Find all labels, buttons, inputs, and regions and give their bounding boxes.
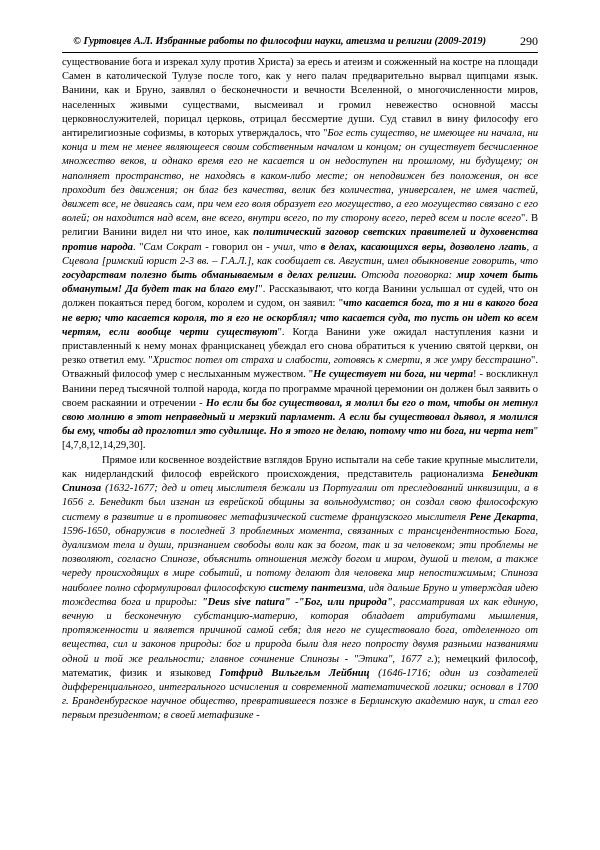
quote-text: (1632-1677; дед и отец мыслителя бежали из Португалии от преследований инквизиции, а в 1656 г. Бенедикт был изгнан из еврейской общины за вольнодумство; он создал свою философскую систему в развитие и в противовес метафизической системе французского мыслителя — [62, 483, 538, 523]
emphasis-text: мир хочет быть обманутым! Да будет так на благо ему! — [62, 270, 538, 296]
quote-text: (1646-1716; один из создателей дифференциального, интегрального исчисления и современной математической логики; основал в 1700 г. Бранденбургское научное общество, превратившееся позже в Берлинскую академию наук, и стал его первым президентом; в своей метафизике - — [62, 667, 538, 722]
quote-text: - — [290, 596, 299, 608]
quote-text: Христос потел от страха и слабости, готовясь к смерти, я же умру бесстрашно — [152, 355, 532, 367]
quote-text: Отсюда поговорка: — [356, 270, 457, 282]
quote-text: , рассматривая их как единую, вечную и бесконечную субстанцию-материю, которая обладает атрибутами мышления, протяженности и является причиной самой себя; для него не существовало бога, отделенного от вещества, сил и законов природы: бог и природа были для него попросту двумя разными названиями одной и той же реальности; главное сочинение Спинозы - "Этика", 1677 г. — [62, 596, 538, 665]
text: . " — [132, 241, 144, 253]
emphasis-text: систему пантеизма — [268, 582, 364, 594]
emphasis-text: государствам полезно быть обманываемым в делах религии. — [62, 270, 357, 282]
emphasis-text: Готфрид Вильгельм Лейбниц — [219, 667, 370, 679]
text: ". В религии Ванини видел ни что иное, как — [62, 213, 538, 239]
text: ". Отважный философ умер с неслыханным мужеством. " — [62, 355, 538, 381]
page-body — [62, 56, 538, 724]
text: существование бога и изрекал хулу против Христа) за ересь и атеизм и сожженный на костре на площади Самен в католической Тулузе после того, как у него палач предварительно вырвал щипцами язык. Ванини, как и Бруно, заявлял о бесконечности и вечности Вселенной, о многочисленности миров, населенных живыми существами, высмеивал и громил невежество основной массы церковнослужителей, порицал церковь, отрицал бессмертие души. Суд ставил в вину философу его антирелигиозные софизмы, в которых утверждалось, что " — [62, 57, 538, 140]
text: ! - воскликнул Ванини перед тысячной толпой народа, когда по программе мрачной церемонии он должен был заявить о своем раскаянии и отречении - — [62, 369, 539, 409]
quote-text: , идя дальше Бруно и утверждая идею тождества бога и природы: — [62, 582, 538, 608]
emphasis-text: Бенедикт Спиноза — [62, 468, 538, 495]
emphasis-text: что касается бога, то я ни в какого бога не верю; что касается короля, то я его не оскорблял; что касается суда, то пусть он идет ко всем чертям, если вообще черти существуют — [62, 298, 538, 338]
paragraph-vanini — [62, 56, 538, 454]
quote-text: , 1596-1650, обнаружив в последней 3 проблемных момента, связанных с трансцендентностью Бога, дуализмом тела и души, признанием свободы воли как за богом, так и за человеком; эти проблемы не позволяют, согласно Спинозе, объяснить отношения между богом и миром, душой и телом, а также череду происходящих в мире событий, и потому делают для человека мир непостижимым; Спиноза наиболее полно сформулировал философскую — [62, 511, 538, 594]
text: Прямое или косвенное воздействие взглядов Бруно испытали на себе такие крупные мыслители, как нидерландский философ еврейского происхождения, представитель рационализма — [62, 454, 538, 480]
page-header — [62, 34, 538, 53]
page-number: 290 — [520, 34, 538, 48]
quote-text: учил, что — [273, 241, 321, 253]
text: - говорил он - — [201, 241, 274, 253]
emphasis-text: Но если бы бог существовал, я молил бы его о том, чтобы он метнул свою молнию в этот неправедный и мерзкий парламент. А если бы существовал дьявол, я молился бы ему, чтобы ад проглотил это судилище. Но я этого не делаю, потому что ни бога, ни черта нет — [62, 397, 539, 438]
text: ); немецкий философ, математик, физик и языковед — [62, 653, 539, 679]
header-title: © Гуртовцев А.Л. Избранные работы по философии науки, атеизма и религии (2009-2019) — [73, 36, 486, 47]
text: " [4,7,8,12,14,29,30]. — [62, 426, 538, 452]
quote-text: , а Сцевола [римский юрист 2-3 вв. – Г.А.Л.], как сообщает св. Августин, имел обыкновение говорить, что — [62, 241, 538, 267]
text: ". Рассказывают, что когда Ванини услышал от судей, что он должен покаяться перед богом, королем и судом, он заявил: " — [62, 284, 538, 310]
paragraph-spinoza-leibniz — [62, 454, 538, 724]
emphasis-text: в делах, касающихся веры, дозволено лгать — [320, 241, 527, 253]
emphasis-text: политический заговор светских правителей и духовенства против народа — [62, 227, 538, 253]
text: ". Когда Ванини уже ожидал наступления казни и приставленный к нему монах францисканец убеждал его снова обратиться к учению святой церкви, он резко ответил ему. " — [62, 326, 538, 367]
emphasis-text: Не существует ни бога, ни черта — [313, 369, 474, 381]
quote-text: Бог есть существо, не имеющее ни начала, ни конца и тем не менее являющееся своим собственным началом и концом; он существует бесчисленное множество веков, и однако время его не касается и он недоступен ни прошлому, ни будущему; он наполняет пространство, не находясь в каком-либо месте; он неподвижен без положения, он все проходит без движения; он благ без качества, велик без количества, универсален, не имея частей, движет все, не двигаясь сам, при чем его воля образует его могущество, а его могущество связано с его волей; он находится над всем, вне всего, внутри всего, по ту сторону всего, перед всем и после всего — [62, 128, 538, 225]
emphasis-text: Рене Декарта — [469, 511, 536, 523]
emphasis-text: "Бог, или природа" — [298, 596, 393, 608]
quote-text: Сам Сократ — [143, 241, 202, 253]
emphasis-text: "Deus sive natura" — [201, 596, 291, 608]
